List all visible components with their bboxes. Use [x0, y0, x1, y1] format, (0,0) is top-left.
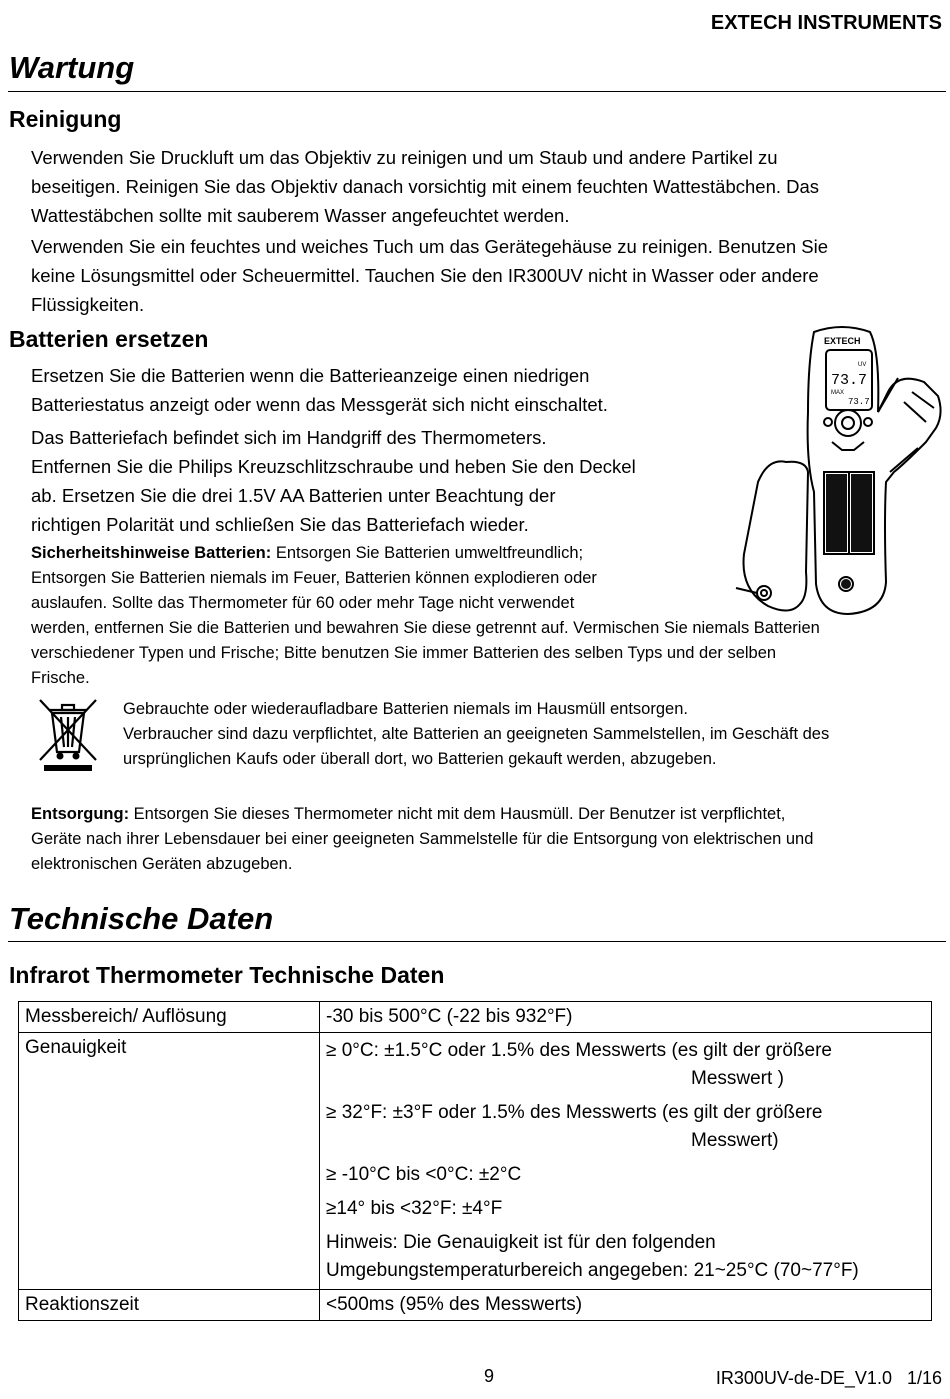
- spec-value-reaktionszeit: <500ms (95% des Messwerts): [320, 1290, 932, 1321]
- spec-label-reaktionszeit: Reaktionszeit: [19, 1290, 320, 1321]
- spec-label-messbereich: Messbereich/ Auflösung: [19, 1002, 320, 1033]
- paragraph-battery-safety: Sicherheitshinweise Batterien: Entsorgen Sie Batterien umweltfreundlich; Entsorgen Sie Batterien niemals im Feuer, Batterien können explodieren oder auslaufen. Sollte das Thermometer für 60 oder mehr Tage nicht verwendet werden, entfernen Sie die Batterien und bewahren Sie diese getrennt auf. Vermischen Sie niemals Batterien verschiedener Typen und Frische; Bitte benutzen Sie immer Batterien des selben Typs und der selben Frische.: [31, 544, 820, 687]
- table-row: [19, 1033, 932, 1290]
- safety-label: Sicherheitshinweise Batterien:: [31, 544, 272, 562]
- table-row: [19, 1290, 932, 1321]
- device-reading-sub: 73.7: [848, 397, 870, 407]
- paragraph-entsorgung: Entsorgung: Entsorgen Sie dieses Thermometer nicht mit dem Hausmüll. Der Benutzer ist verpflichtet, Geräte nach ihrer Lebensdauer bei einer geeigneten Sammelstelle für die Entsorgung von elektrischen und elektronischen Geräten abzugeben.: [31, 805, 814, 873]
- brand-header: EXTECH INSTRUMENTS: [710, 12, 942, 34]
- entsorgung-label: Entsorgung:: [31, 805, 130, 823]
- paragraph-battery-disposal: Gebrauchte oder wiederaufladbare Batterien niemals im Hausmüll entsorgen. Verbraucher sind dazu verpflichtet, alte Batterien an geeigneten Sammelstellen, im Geschäft des ursprünglichen Kaufs oder überall dort, wo Batterien gekauft werden, abzugeben.: [123, 700, 830, 768]
- device-reading-main: 73.7: [831, 372, 868, 389]
- paragraph-batterien-2: Das Batteriefach befindet sich im Handgriff des Thermometers. Entfernen Sie die Philips Kreuzschlitzschraube und heben Sie den Deckel ab. Ersetzen Sie die drei 1.5V AA Batterien unter Beachtung der richtigen Polarität und schließen Sie das Batteriefach wieder.: [31, 427, 636, 535]
- subsection-title-reinigung: Reinigung: [9, 106, 122, 132]
- paragraph-reinigung-1: Verwenden Sie Druckluft um das Objektiv zu reinigen und um Staub und andere Partikel zu beseitigen. Reinigen Sie das Objektiv danach vorsichtig mit einem feuchten Wattestäbchen. Das Wattestäbchen sollte mit sauberem Wasser angefeuchtet werden.: [31, 147, 820, 226]
- divider: [8, 91, 946, 92]
- page-number: 9: [484, 1366, 495, 1386]
- paragraph-batterien-1: Ersetzen Sie die Batterien wenn die Batterieanzeige einen niedrigen Batteriestatus anzeigt oder wenn das Messgerät sich nicht einschaltet.: [31, 365, 608, 415]
- section-title-wartung: Wartung: [9, 50, 135, 85]
- paragraph-reinigung-2: Verwenden Sie ein feuchtes und weiches Tuch um das Gerätegehäuse zu reinigen. Benutzen Sie keine Lösungsmittel oder Scheuermittel. Tauchen Sie den IR300UV nicht in Wasser oder andere Flüssigkeiten.: [31, 236, 829, 315]
- document-id: IR300UV-de-DE_V1.0 1/16: [715, 1368, 942, 1388]
- section-title-technische-daten: Technische Daten: [9, 901, 274, 936]
- device-uv: UV: [858, 362, 867, 368]
- spec-value-messbereich: -30 bis 500°C (-22 bis 932°F): [320, 1002, 932, 1033]
- spec-label-genauigkeit: Genauigkeit: [19, 1033, 320, 1290]
- crossed-bin-icon: [36, 697, 100, 773]
- table-row: [19, 1002, 932, 1033]
- spec-value-genauigkeit: ≥ 0°C: ±1.5°C oder 1.5% des Messwerts (es gilt der größere Messwert ) ≥ 32°F: ±3°F oder 1.5% des Messwerts (es gilt der größere Messwert) ≥ -10°C bis <0°C: ±2°C ≥14° bis <32°F: ±4°F Hinweis: Die Genauigkeit ist für den folgenden Umgebungstemperaturbereich angegeben: 21~25°C (70~77°F): [320, 1033, 932, 1290]
- divider: [8, 941, 946, 942]
- device-brand: EXTECH: [824, 336, 861, 346]
- subsection-title-batterien: Batterien ersetzen: [9, 326, 209, 352]
- thermometer-illustration: [728, 322, 946, 618]
- subsection-title-infrarot: Infrarot Thermometer Technische Daten: [9, 962, 445, 988]
- device-max: MAX: [831, 390, 845, 396]
- spec-table: [18, 1001, 932, 1321]
